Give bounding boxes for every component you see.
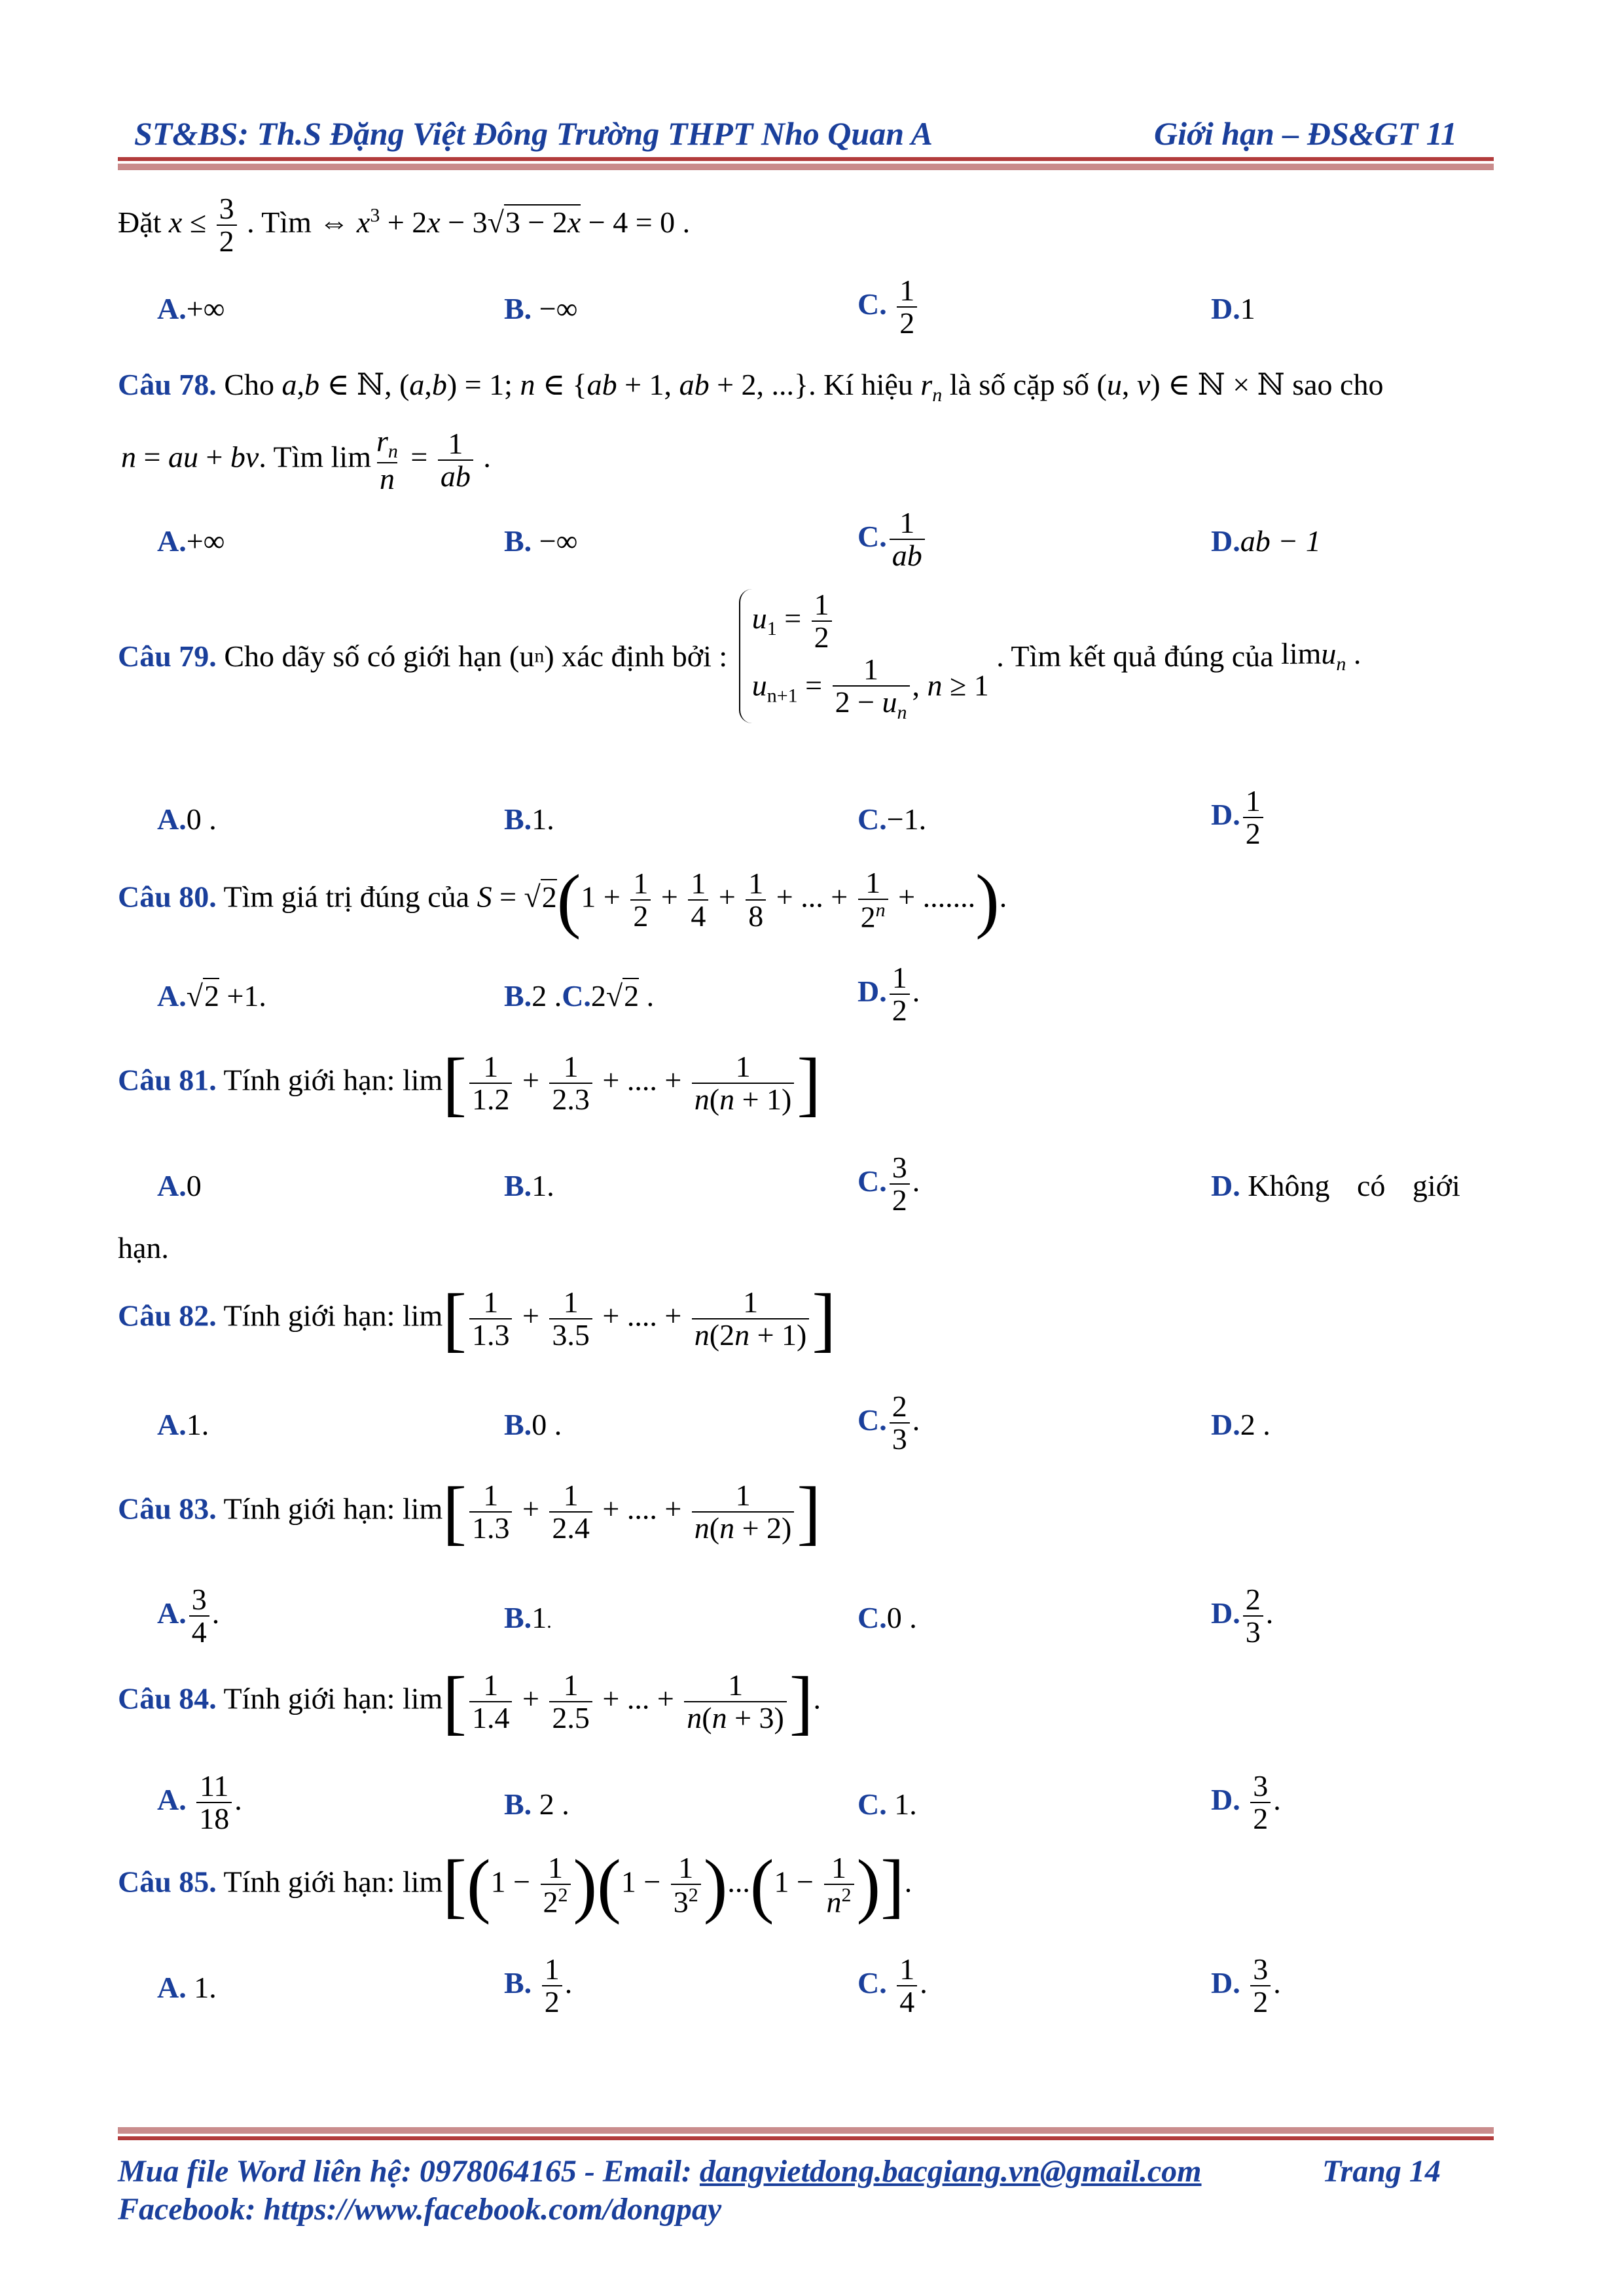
question-82: Câu 82. Tính giới hạn: lim[ $\frac{1}{1.3}$ + $\frac{1}{3.5}$ + .... + $\frac{1}{n(2n + 1)}$ ] [118,1279,837,1359]
footer-email-link[interactable]: dangvietdong.bacgiang.vn@gmail.com [699,2154,1202,2189]
question-84: Câu 84. Tính giới hạn: lim[ $\frac{1}{1.4}$ + $\frac{1}{2.5}$ + ... + $\frac{1}{n(n + 3)}$ ]. [118,1662,821,1742]
footer-page-number: Trang 14 [1322,2154,1441,2189]
q81-continued: hạn. [118,1231,169,1265]
question-80: Câu 80. Tìm giá trị đúng của S = √2(1 + $\frac{1}{2}$ + $\frac{1}{4}$ + $\frac{1}{8}$ + ... + $\frac{1}{2^n}$ + .......). [118,860,1007,940]
question-79: Câu 79. Cho dãy số có giới hạn (un) xác định bởi : $u_1$ = $\frac{1}{2}$ $u_{n+1}$ = $\frac{1}{2 - u_n}$ , n ≥ 1 . Tìm kết quả đúng của limu$_n$ . [118,588,1362,724]
footer-rule-shadow [118,2127,1494,2134]
question-78: Câu 78. Cho a,b ∈ ℕ, (a,b) = 1; n ∈ {ab + 1, ab + 2, ...}. Kí hiệu $r_n$ là số cặp số (u, v) ∈ ℕ × ℕ sao cho [118,368,1384,406]
question-78-line2: n = au + bv. Tìm lim $\frac{r_n}{n}$ = $\frac{1}{ab}$ . [121,424,491,495]
question-81: Câu 81. Tính giới hạn: lim[ $\frac{1}{1.2}$ + $\frac{1}{2.3}$ + .... + $\frac{1}{n(n + 1)}$ ] [118,1043,821,1123]
header-left: ST&BS: Th.S Đặng Việt Đông Trường THPT Nho Quan A [134,115,933,152]
footer-contact: Mua file Word liên hệ: 0978064165 - Email: dangvietdong.bacgiang.vn@gmail.com [118,2154,1202,2189]
footer-rule [118,2136,1494,2140]
header-right: Giới hạn – ĐS&GT 11 [1154,115,1458,152]
header-rule [118,157,1494,161]
question-83: Câu 83. Tính giới hạn: lim[ $\frac{1}{1.3}$ + $\frac{1}{2.4}$ + .... + $\frac{1}{n(n + 2)}$ ] [118,1472,821,1552]
header-rule-shadow [118,164,1494,170]
intro-line: Đặt x ≤ $\frac{3}{2}$ . Tìm ⇔ $x^3 + 2x - 3√3 - 2x - 4 = 0$ . [118,192,691,259]
question-85: Câu 85. Tính giới hạn: lim[(1 − $\frac{1}{2^2}$ )(1 − $\frac{1}{3^2}$ )...(1 − $\frac{1}{n^2}$ )]. [118,1845,912,1925]
footer-facebook: Facebook: https://www.facebook.com/dongpay [118,2192,722,2227]
